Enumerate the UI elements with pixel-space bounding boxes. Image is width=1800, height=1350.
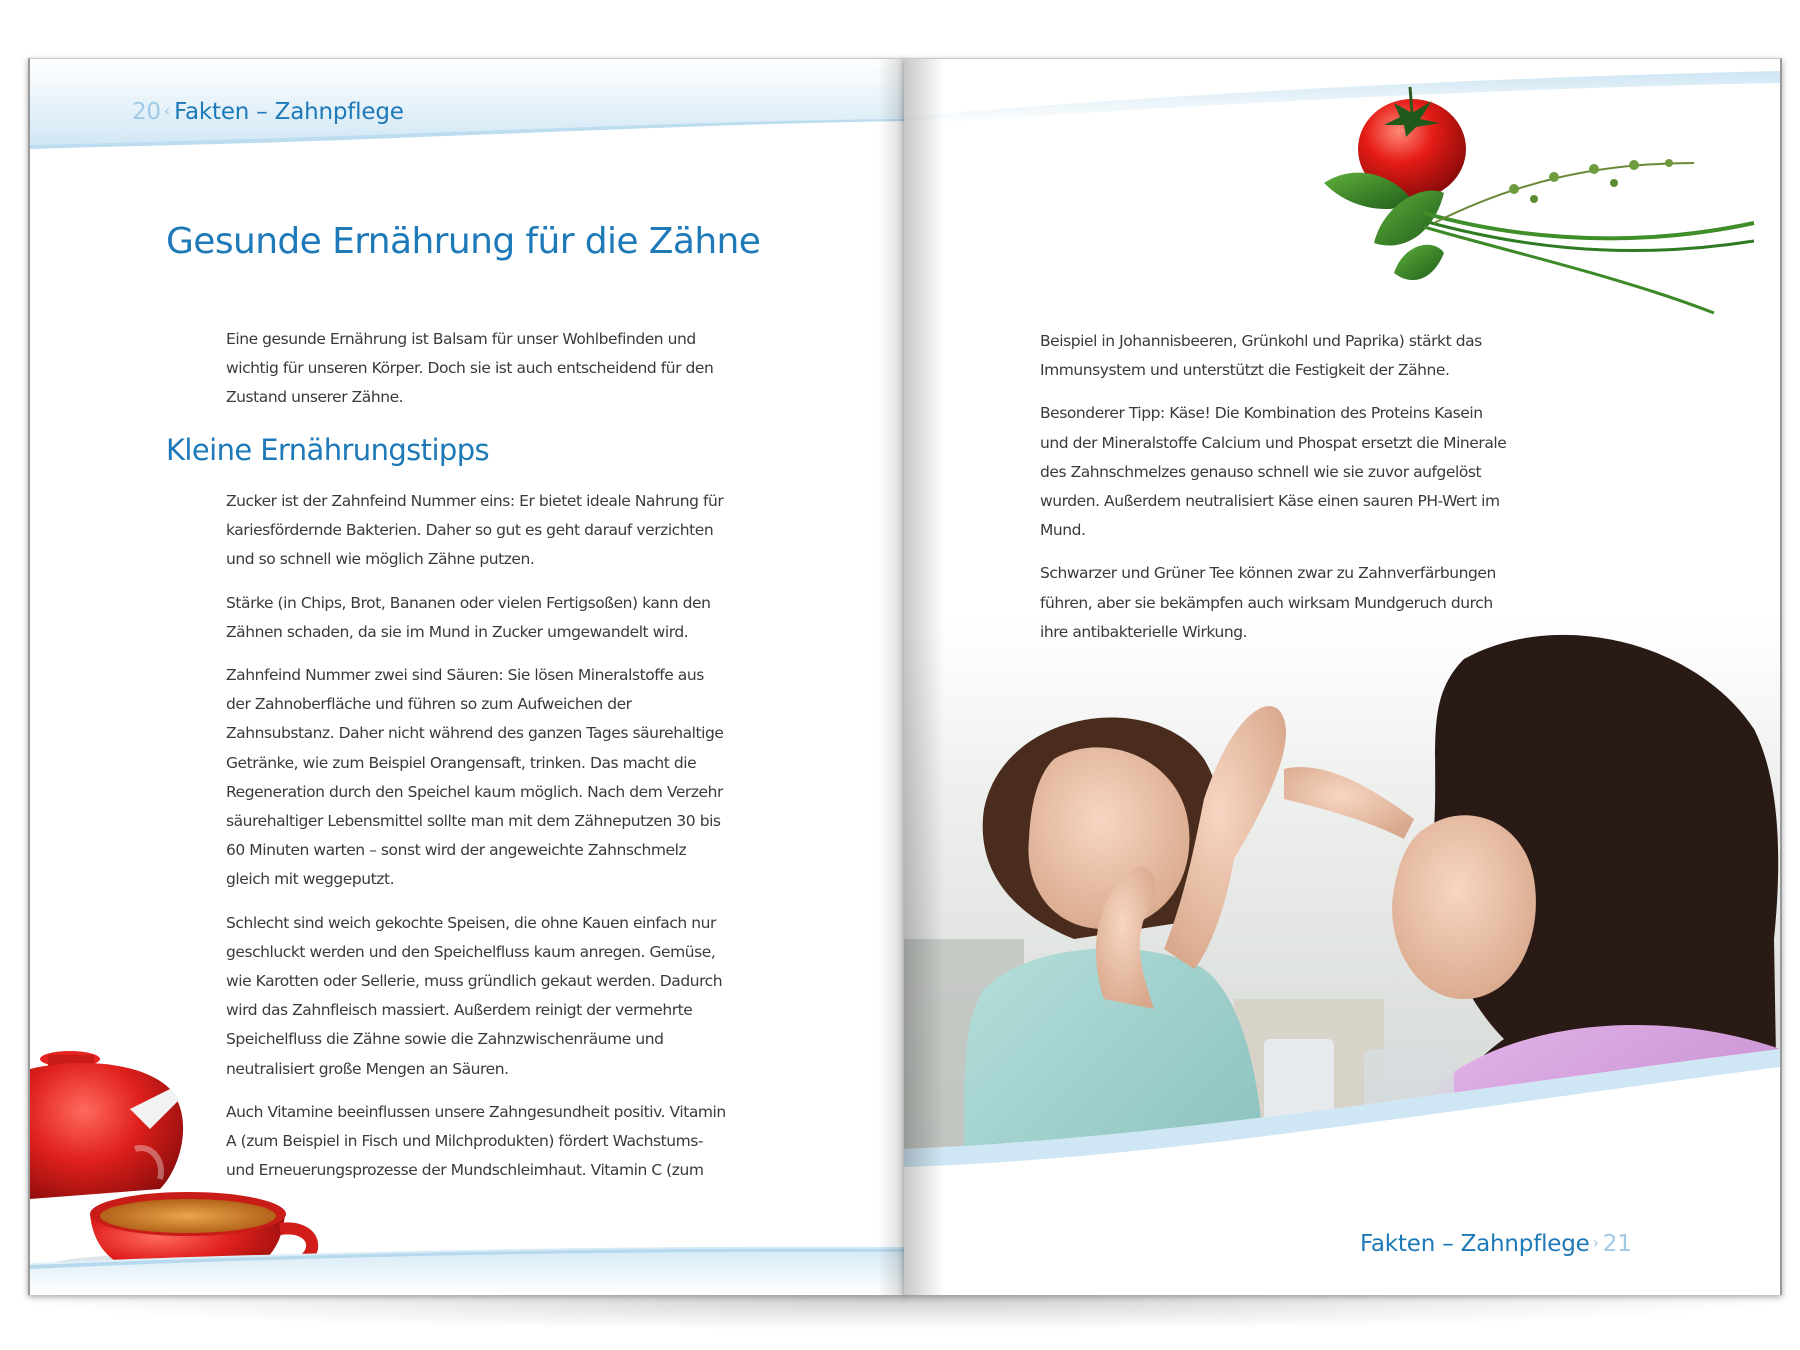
tip-paragraph: Schlecht sind weich gekochte Speisen, die ohne Kauen einfach nur geschluckt werden und den Speichelfluss kaum anregen. Gemüse, wie Karotten oder Sellerie, muss gründlich gekaut werden. Dadurch wird das Zahnfleisch massiert. Außerdem reinigt der vermehrte Speichelfluss die Zähne sowie die Zahnzwischenräume und neutralisiert große Mengen an Säuren. bbox=[226, 913, 723, 1078]
bottom-wave-left bbox=[30, 1225, 906, 1295]
tip-paragraph: Zahnfeind Nummer zwei sind Säuren: Sie lösen Mineralstoffe aus der Zahnoberfläche und führen so zum Aufweichen der Zahnsubstanz. Daher nicht während des ganzen Tages säurehaltige Getränke, wie zum Beispiel Orangensaft, trinken. Das macht die Regeneration durch den Speichel kaum möglich. Nach dem Verzehr säurehaltiger Lebensmittel sollte man mit dem Zähneputzen 30 bis 60 Minuten warten – sonst wird der angeweichte Zahnschmelz gleich mit weggeputzt. bbox=[226, 666, 724, 889]
section-title: Kleine Ernährungstipps bbox=[166, 433, 490, 467]
tomato-herbs-image bbox=[1314, 73, 1774, 333]
left-page bbox=[28, 58, 906, 1295]
gutter-shadow-right bbox=[904, 59, 944, 1295]
running-title-left: Fakten – Zahnpflege bbox=[174, 99, 404, 125]
page-title: Gesunde Ernährung für die Zähne bbox=[166, 221, 761, 262]
continuation-block bbox=[1040, 327, 1510, 661]
tip-paragraph: Schwarzer und Grüner Tee können zwar zu Zahnverfärbungen führen, aber sie bekämpfen auch wirksam Mundgeruch durch ihre antibakterielle Wirkung. bbox=[1040, 564, 1496, 641]
running-head-right bbox=[1360, 1231, 1632, 1257]
right-page bbox=[904, 58, 1782, 1295]
tip-paragraph: Besonderer Tipp: Käse! Die Kombination des Proteins Kasein und der Mineralstoffe Calcium und Phospat ersetzt die Minerale des Zahnschmelzes genauso schnell wie sie zuvor aufgelöst wurden. Außerdem neutralisiert Käse einen sauren PH-Wert im Mund. bbox=[1040, 404, 1507, 540]
separator-right: › bbox=[1592, 1233, 1599, 1252]
running-title-right: Fakten – Zahnpflege bbox=[1360, 1231, 1590, 1257]
page-number-right: 21 bbox=[1602, 1231, 1632, 1257]
mother-daughter-photo bbox=[904, 619, 1780, 1295]
gutter-shadow-left bbox=[878, 59, 906, 1295]
continuation-paragraph: Beispiel in Johannisbeeren, Grünkohl und Paprika) stärkt das Immunsystem und unterstützt die Festigkeit der Zähne. bbox=[1040, 332, 1482, 380]
tip-paragraph: Zucker ist der Zahnfeind Nummer eins: Er bietet ideale Nahrung für kariesfördernde Bakterien. Daher so gut es geht darauf verzichten und so schnell wie möglich Zähne putzen. bbox=[226, 492, 724, 569]
intro-paragraph: Eine gesunde Ernährung ist Balsam für unser Wohlbefinden und wichtig für unseren Körper. Doch sie ist auch entscheidend für den Zustand unserer Zähne. bbox=[226, 330, 714, 407]
separator-left: ‹ bbox=[163, 101, 171, 120]
page-number-left: 20 bbox=[132, 99, 161, 125]
running-head-left bbox=[132, 99, 404, 125]
intro-block bbox=[226, 325, 726, 427]
brochure-spread bbox=[28, 58, 1780, 1294]
tip-paragraph: Auch Vitamine beeinflussen unsere Zahngesundheit positiv. Vitamin A (zum Beispiel in Fisch und Milchprodukten) fördert Wachstums- und Erneuerungsprozesse der Mundschleimhaut. Vitamin C (zum bbox=[226, 1102, 726, 1180]
tip-paragraph: Stärke (in Chips, Brot, Bananen oder vielen Fertigsoßen) kann den Zähnen schaden, da sie im Mund in Zucker umgewandelt wird. bbox=[226, 593, 711, 641]
